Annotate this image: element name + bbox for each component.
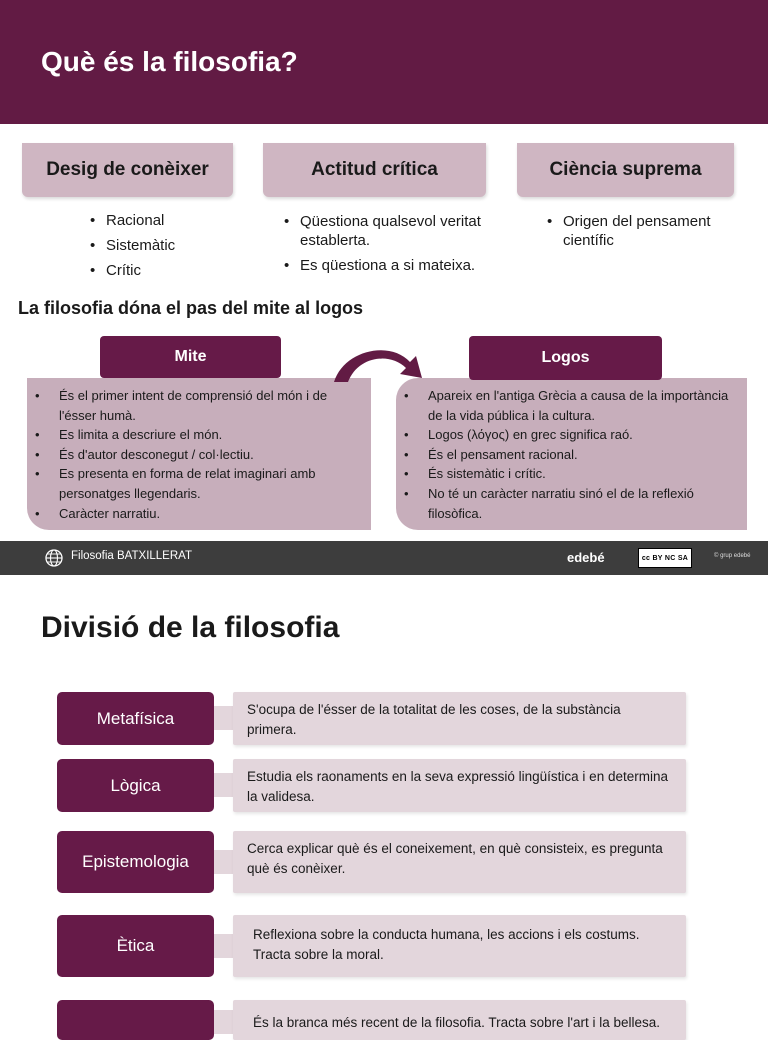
branch-connector xyxy=(214,773,234,797)
slide-footer xyxy=(0,541,768,575)
bullet-item: • Logos (λόγος) en grec significa raó. xyxy=(396,425,746,445)
branch-estetica xyxy=(57,1000,214,1040)
branch-connector xyxy=(214,1010,234,1034)
globe-icon xyxy=(45,549,63,567)
category-box-desig xyxy=(22,143,233,197)
category-label: Ciència suprema xyxy=(549,159,702,180)
bullet-item: • Es presenta en forma de relat imaginari amb personatges llegendaris. xyxy=(27,464,357,503)
curved-arrow-icon xyxy=(330,344,430,384)
mite-tag xyxy=(100,336,281,378)
cc-license-badge xyxy=(638,548,692,568)
branch-connector xyxy=(214,706,234,730)
branch-description: S'ocupa de l'ésser de la totalitat de les coses, de la substància primera. xyxy=(233,692,686,745)
bullet-item: • Origen del pensament científic xyxy=(541,212,746,250)
mite-bullets xyxy=(27,386,357,523)
bullet-item: • Apareix en l'antiga Grècia a causa de la importància de la vida pública i la cultura. xyxy=(396,386,746,425)
category-bullets-ciencia xyxy=(541,212,746,256)
branch-description: Estudia els raonaments en la seva expressió lingüística i en determina la validesa. xyxy=(233,759,686,812)
bullet-item: • No té un caràcter narratiu sinó el de la reflexió filosòfica. xyxy=(396,484,746,523)
category-box-actitud xyxy=(263,143,486,197)
slide-title: Què és la filosofia? xyxy=(41,46,298,77)
branch-name: Metafísica xyxy=(96,708,175,728)
branch-name: Ètica xyxy=(116,936,155,955)
bullet-item: • És sistemàtic i crític. xyxy=(396,464,746,484)
mite-label: Mite xyxy=(174,348,207,365)
bullet-item: • És el primer intent de comprensió del món i de l'ésser humà. xyxy=(27,386,357,425)
footer-course: Filosofia BATXILLERAT xyxy=(71,550,193,562)
license-text: cc BY NC SA xyxy=(641,554,689,562)
branch-connector xyxy=(214,934,234,958)
branch-etica xyxy=(57,915,214,977)
branch-name: Epistemologia xyxy=(82,852,189,871)
footer-brand: edebé xyxy=(567,550,605,565)
slide-title: Divisió de la filosofia xyxy=(41,611,340,644)
bullet-item: • És d'autor desconegut / col·lectiu. xyxy=(27,445,357,465)
section-subheading: La filosofia dóna el pas del mite al logos xyxy=(18,298,364,318)
bullet-item: • Qüestiona qualsevol veritat establerta. xyxy=(278,212,503,250)
bullet-item: • Es qüestiona a si mateixa. xyxy=(278,256,503,275)
branch-epistemologia xyxy=(57,831,214,893)
category-bullets-desig xyxy=(84,211,254,286)
category-bullets-actitud xyxy=(278,212,503,281)
footer-copyright: © grup edebé xyxy=(714,553,751,559)
branch-description: És la branca més recent de la filosofia. Tracta sobre l'art i la bellesa. xyxy=(233,1000,686,1040)
branch-name: Lògica xyxy=(110,775,161,795)
category-label: Desig de conèixer xyxy=(46,159,209,180)
branch-description: Reflexiona sobre la conducta humana, les accions i els costums. Tracta sobre la moral. xyxy=(233,915,686,977)
logos-label: Logos xyxy=(541,349,590,366)
bullet-item: • És el pensament racional. xyxy=(396,445,746,465)
category-box-ciencia xyxy=(517,143,734,197)
branch-logica xyxy=(57,759,214,812)
bullet-item: • Sistemàtic xyxy=(84,236,254,255)
bullet-item: • Racional xyxy=(84,211,254,230)
branch-description: Cerca explicar què és el coneixement, en què consisteix, es pregunta què és conèixer. xyxy=(233,831,686,893)
bullet-item: • Caràcter narratiu. xyxy=(27,504,357,524)
logos-tag xyxy=(469,336,662,380)
bullet-item: • Crític xyxy=(84,261,254,280)
bullet-item: • Es limita a descriure el món. xyxy=(27,425,357,445)
branch-connector xyxy=(214,850,234,874)
logos-bullets xyxy=(396,386,746,523)
category-label: Actitud crítica xyxy=(311,159,438,180)
branch-metafisica xyxy=(57,692,214,745)
